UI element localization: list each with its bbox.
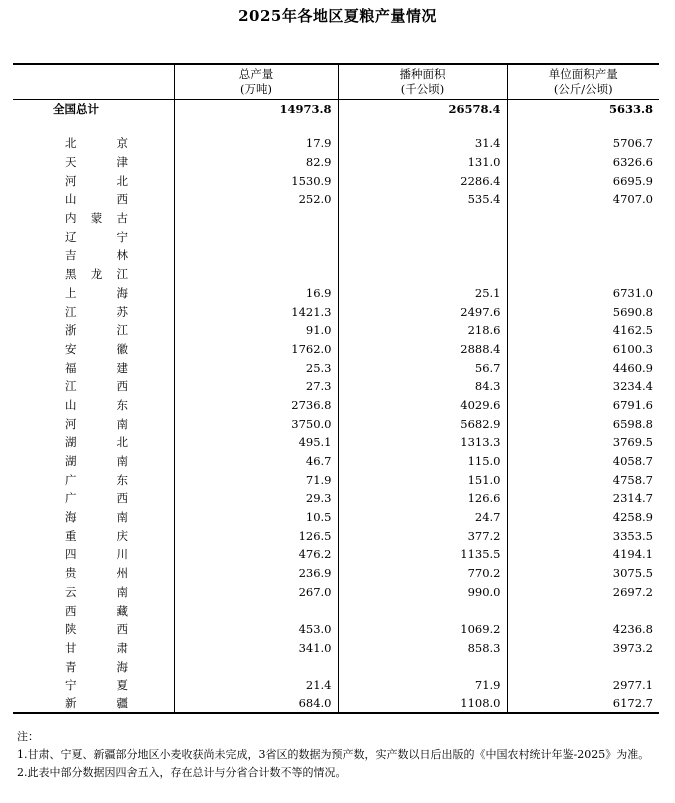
region-output (174, 601, 338, 620)
region-output: 1530.9 (174, 171, 338, 190)
region-yield: 6695.9 (507, 171, 659, 190)
region-area: 858.3 (338, 639, 507, 658)
table-row (13, 302, 659, 321)
region-yield: 4236.8 (507, 620, 659, 639)
region-yield: 4194.1 (507, 545, 659, 564)
table-row (13, 564, 659, 583)
region-yield: 4460.9 (507, 358, 659, 377)
region-name: 北 京 (65, 136, 128, 151)
region-area: 84.3 (338, 377, 507, 396)
region-yield: 4258.9 (507, 508, 659, 527)
region-name: 四 川 (65, 547, 128, 562)
region-yield: 6100.3 (507, 340, 659, 359)
region-name: 山 东 (65, 397, 128, 412)
region-name: 辽 宁 (65, 229, 128, 244)
region-area: 770.2 (338, 564, 507, 583)
total-yield: 5633.8 (507, 99, 659, 119)
region-name: 内 蒙 古 (65, 211, 128, 226)
region-area: 25.1 (338, 284, 507, 303)
region-name: 青 海 (65, 659, 128, 674)
region-name: 吉 林 (65, 248, 128, 263)
region-name: 江 西 (65, 379, 128, 394)
table-row (13, 153, 659, 172)
region-output: 1762.0 (174, 340, 338, 359)
region-output: 267.0 (174, 583, 338, 602)
region-name: 江 苏 (65, 304, 128, 319)
region-yield: 2697.2 (507, 583, 659, 602)
note-1: 1.甘肃、宁夏、新疆部分地区小麦收获尚未完成，3省区的数据为预产数，实产数以日后出版的《中国农村统计年鉴-2025》为准。 (17, 748, 650, 761)
region-name: 宁 夏 (65, 678, 128, 693)
table-row (13, 676, 659, 695)
table-row (13, 508, 659, 527)
region-area (338, 227, 507, 246)
region-area: 31.4 (338, 134, 507, 153)
region-output: 71.9 (174, 470, 338, 489)
table-row (13, 489, 659, 508)
region-output: 3750.0 (174, 414, 338, 433)
region-name: 贵 州 (65, 566, 128, 581)
region-area: 5682.9 (338, 414, 507, 433)
header-sown-area: 播种面积 (千公顷) (338, 64, 507, 99)
region-yield: 5706.7 (507, 134, 659, 153)
table-row (13, 209, 659, 228)
region-area: 115.0 (338, 452, 507, 471)
region-area: 2497.6 (338, 302, 507, 321)
region-name: 广 西 (65, 491, 128, 506)
region-name: 福 建 (65, 360, 128, 375)
table-row (13, 657, 659, 676)
region-yield (507, 601, 659, 620)
table-row (13, 452, 659, 471)
region-name: 河 北 (65, 173, 128, 188)
region-area (338, 209, 507, 228)
region-area: 71.9 (338, 676, 507, 695)
total-area: 26578.4 (338, 99, 507, 119)
region-output: 82.9 (174, 153, 338, 172)
table-header-row (13, 64, 659, 99)
table-row (13, 695, 659, 714)
region-area: 2888.4 (338, 340, 507, 359)
region-output (174, 209, 338, 228)
region-name: 云 南 (65, 584, 128, 599)
region-name: 湖 南 (65, 454, 128, 469)
region-name: 上 海 (65, 285, 128, 300)
region-output: 46.7 (174, 452, 338, 471)
region-output (174, 246, 338, 265)
region-yield: 4707.0 (507, 190, 659, 209)
region-yield (507, 209, 659, 228)
region-name: 陕 西 (65, 622, 128, 637)
region-output: 453.0 (174, 620, 338, 639)
region-yield: 3973.2 (507, 639, 659, 658)
region-name: 河 南 (65, 416, 128, 431)
table-row (13, 526, 659, 545)
region-area: 1135.5 (338, 545, 507, 564)
region-name: 浙 江 (65, 323, 128, 338)
region-area: 1108.0 (338, 695, 507, 714)
table-row (13, 227, 659, 246)
region-yield: 3769.5 (507, 433, 659, 452)
notes (17, 728, 667, 782)
region-output: 684.0 (174, 695, 338, 714)
region-area: 24.7 (338, 508, 507, 527)
region-name: 湖 北 (65, 435, 128, 450)
region-output (174, 227, 338, 246)
region-area: 56.7 (338, 358, 507, 377)
total-row (13, 99, 659, 119)
region-area: 2286.4 (338, 171, 507, 190)
region-yield: 4058.7 (507, 452, 659, 471)
header-yield-per-area: 单位面积产量 (公斤/公顷) (507, 64, 659, 99)
region-area (338, 265, 507, 284)
region-yield (507, 265, 659, 284)
region-output: 27.3 (174, 377, 338, 396)
region-name: 黑 龙 江 (65, 267, 128, 282)
note-2: 2.此表中部分数据因四舍五入，存在总计与分省合计数不等的情况。 (17, 766, 347, 779)
header-region (13, 64, 174, 99)
total-output: 14973.8 (174, 99, 338, 119)
table-row (13, 396, 659, 415)
table-row (13, 246, 659, 265)
region-name: 海 南 (65, 510, 128, 525)
table-row (13, 284, 659, 303)
region-name: 天 津 (65, 155, 128, 170)
region-output: 236.9 (174, 564, 338, 583)
region-area: 1313.3 (338, 433, 507, 452)
region-name: 甘 肃 (65, 640, 128, 655)
region-output: 91.0 (174, 321, 338, 340)
region-output: 29.3 (174, 489, 338, 508)
region-output: 17.9 (174, 134, 338, 153)
region-area: 218.6 (338, 321, 507, 340)
region-area: 377.2 (338, 526, 507, 545)
table-row (13, 601, 659, 620)
spacer-row (13, 119, 659, 134)
region-name: 广 东 (65, 472, 128, 487)
region-output (174, 657, 338, 676)
table-row (13, 321, 659, 340)
table-row (13, 340, 659, 359)
region-output: 25.3 (174, 358, 338, 377)
region-area (338, 246, 507, 265)
region-output: 252.0 (174, 190, 338, 209)
table-row (13, 620, 659, 639)
region-yield: 2314.7 (507, 489, 659, 508)
region-area: 1069.2 (338, 620, 507, 639)
region-output: 16.9 (174, 284, 338, 303)
region-yield: 6791.6 (507, 396, 659, 415)
grain-output-table (13, 63, 659, 714)
region-output: 10.5 (174, 508, 338, 527)
region-area: 126.6 (338, 489, 507, 508)
table-row (13, 545, 659, 564)
region-area: 990.0 (338, 583, 507, 602)
region-yield: 6172.7 (507, 695, 659, 714)
region-yield: 6598.8 (507, 414, 659, 433)
region-yield: 6326.6 (507, 153, 659, 172)
region-yield: 3075.5 (507, 564, 659, 583)
region-output: 126.5 (174, 526, 338, 545)
region-output (174, 265, 338, 284)
table-row (13, 134, 659, 153)
region-yield (507, 246, 659, 265)
total-name: 全国总计 (53, 102, 99, 117)
table-row (13, 358, 659, 377)
region-name: 西 藏 (65, 603, 128, 618)
region-yield: 3353.5 (507, 526, 659, 545)
region-name: 新 疆 (13, 695, 174, 714)
notes-label: 注： (17, 730, 39, 743)
region-yield: 3234.4 (507, 377, 659, 396)
region-output: 495.1 (174, 433, 338, 452)
table-row (13, 414, 659, 433)
region-name: 重 庆 (65, 528, 128, 543)
region-yield: 4758.7 (507, 470, 659, 489)
region-area (338, 657, 507, 676)
table-row (13, 377, 659, 396)
region-yield: 6731.0 (507, 284, 659, 303)
region-area: 4029.6 (338, 396, 507, 415)
table-row (13, 265, 659, 284)
table-row (13, 433, 659, 452)
region-area: 535.4 (338, 190, 507, 209)
region-name: 山 西 (65, 192, 128, 207)
region-area: 131.0 (338, 153, 507, 172)
region-output: 476.2 (174, 545, 338, 564)
region-yield: 2977.1 (507, 676, 659, 695)
table-row (13, 171, 659, 190)
region-area (338, 601, 507, 620)
table-row (13, 583, 659, 602)
region-yield (507, 227, 659, 246)
region-yield (507, 657, 659, 676)
region-output: 2736.8 (174, 396, 338, 415)
region-output: 341.0 (174, 639, 338, 658)
header-total-output: 总产量 (万吨) (174, 64, 338, 99)
region-name: 安 徽 (65, 341, 128, 356)
region-yield: 4162.5 (507, 321, 659, 340)
table-row (13, 470, 659, 489)
table-row (13, 190, 659, 209)
table-row (13, 639, 659, 658)
page-title: 2025年各地区夏粮产量情况 (238, 7, 437, 25)
region-output: 21.4 (174, 676, 338, 695)
region-output: 1421.3 (174, 302, 338, 321)
region-area: 151.0 (338, 470, 507, 489)
region-yield: 5690.8 (507, 302, 659, 321)
